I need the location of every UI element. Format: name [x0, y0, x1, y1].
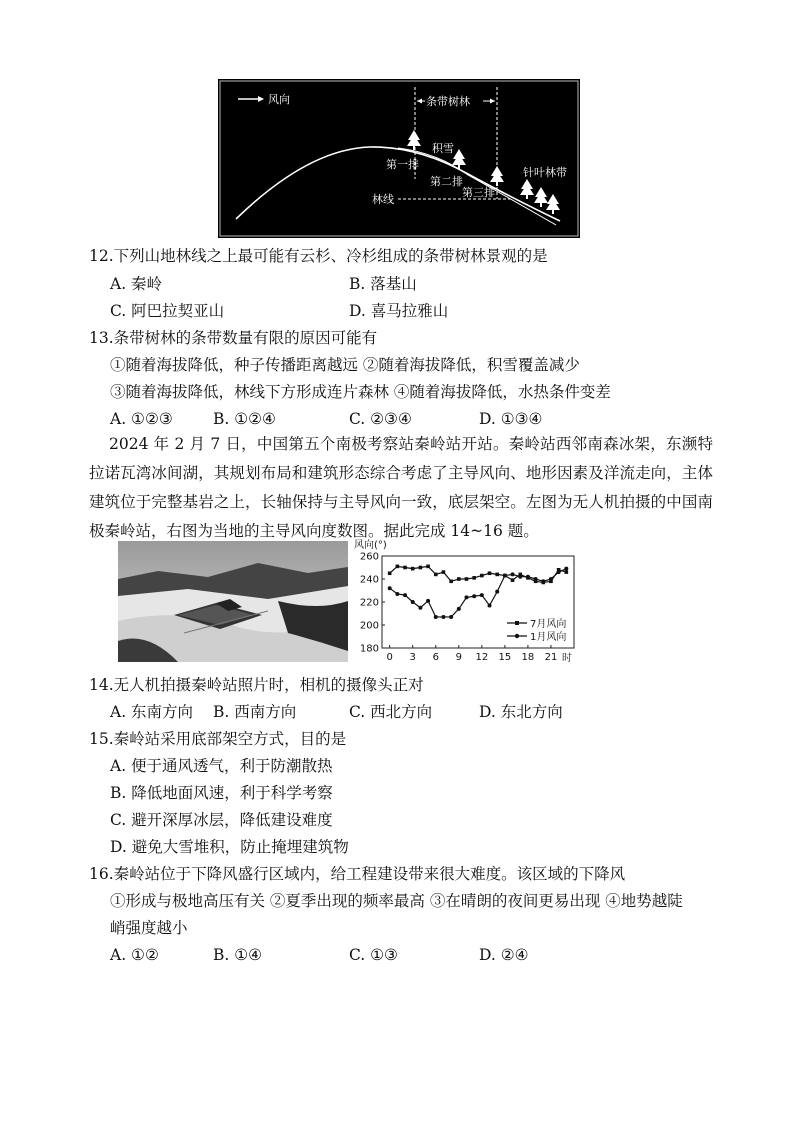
data-point-january: [518, 575, 522, 579]
x-tick-label: 21: [544, 652, 558, 663]
q16-stem: 16.秦岭站位于下降风盛行区域内，给工程建设带来很大难度。该区域的下降风: [89, 865, 626, 883]
data-point-january: [457, 607, 461, 611]
q13-statement-2: ③随着海拔降低，林线下方形成连片森林 ④随着海拔降低，水热条件变差: [110, 383, 611, 401]
q13-option-b: B. ①②④: [213, 410, 276, 428]
conifer-belt-label: 针叶林带: [523, 166, 567, 179]
data-point-january: [534, 577, 538, 581]
x-tick-label: 6: [432, 652, 439, 663]
data-point-january: [488, 603, 492, 607]
data-point-july: [449, 580, 453, 584]
data-point-july: [511, 578, 515, 582]
q15-stem: 15.秦岭站采用底部架空方式，目的是: [89, 730, 347, 748]
belt-forest-diagram: [218, 79, 580, 238]
q13-option-d: D. ①③④: [479, 410, 543, 428]
snow-label: 积雪: [432, 142, 454, 155]
row2-label: 第二排: [430, 175, 463, 188]
q12-option-a: A. 秦岭: [110, 275, 163, 293]
legend-marker: [515, 621, 519, 625]
wind-label: 风向: [268, 93, 290, 106]
data-point-july: [472, 576, 476, 580]
data-point-july: [403, 566, 407, 570]
data-point-july: [419, 566, 423, 570]
q16-statement-1: ①形成与极地高压有关 ②夏季出现的频率最高 ③在晴朗的夜间更易出现 ④地势越陡: [110, 892, 683, 910]
data-point-january: [403, 593, 407, 597]
data-point-july: [488, 571, 492, 575]
data-point-july: [565, 570, 569, 574]
data-point-july: [480, 574, 484, 578]
data-point-july: [396, 565, 400, 569]
q13-stem: 13.条带树林的条带数量有限的原因可能有: [89, 329, 378, 347]
x-tick-label: 18: [521, 652, 535, 663]
data-point-july: [495, 573, 499, 577]
q16-option-a: A. ①②: [110, 946, 159, 964]
data-point-january: [418, 606, 422, 610]
q13-option-c: C. ②③④: [349, 410, 412, 428]
data-point-january: [564, 567, 568, 571]
chart-ylabel: 风向(°): [354, 540, 387, 551]
data-point-january: [503, 574, 507, 578]
q12-stem: 12.下列山地林线之上最可能有云杉、冷杉组成的条带树林景观的是: [89, 247, 548, 265]
data-point-january: [526, 575, 530, 579]
q14-option-c: C. 西北方向: [349, 703, 433, 721]
reading-passage: 2024 年 2 月 7 日，中国第五个南极考察站秦岭站开站。秦岭站西邻南森冰架，东濒特拉诺瓦湾冰间湖，其规划布局和建筑形态综合考虑了主导风向、地形因素及洋流走向，主体建筑位于完整基岩之上，长轴保持与主导风向一致，底层架空。左图为无人机拍摄的中国南极秦岭站，右图为当地的主导风向度数图。据此完成 14~16 题。: [89, 435, 713, 540]
data-point-july: [426, 565, 430, 569]
chart-xlabel: 时: [562, 653, 572, 664]
y-tick-label: 200: [359, 620, 379, 632]
data-point-july: [457, 577, 461, 581]
q14-option-d: D. 东北方向: [479, 703, 563, 721]
legend-marker: [515, 634, 519, 638]
y-tick-label: 220: [359, 597, 379, 609]
wind-direction-chart: [352, 539, 584, 665]
y-tick-label: 260: [359, 551, 379, 563]
q16-option-c: C. ①③: [349, 946, 398, 964]
row3-label: 第三排: [462, 186, 495, 199]
data-point-july: [434, 573, 438, 577]
q15-option-a: A. 便于通风透气，利于防潮散热: [110, 757, 333, 775]
qinling-station-photo: [118, 541, 348, 662]
q16-statement-2: 峭强度越小: [110, 919, 188, 937]
q15-option-b: B. 降低地面风速，利于科学考察: [110, 784, 333, 802]
treeline-label: 林线: [372, 193, 394, 206]
x-tick-label: 3: [409, 652, 416, 663]
legend-label: 7月风向: [530, 619, 567, 630]
q12-option-b: B. 落基山: [349, 275, 417, 293]
data-point-january: [480, 593, 484, 597]
q14-option-b: B. 西南方向: [213, 703, 297, 721]
data-point-january: [472, 594, 476, 598]
row1-label: 第一排: [386, 158, 419, 171]
data-point-january: [426, 599, 430, 603]
x-tick-label: 0: [386, 652, 393, 663]
data-point-january: [464, 595, 468, 599]
data-point-january: [411, 600, 415, 604]
q14-stem: 14.无人机拍摄秦岭站照片时，相机的摄像头正对: [89, 676, 424, 694]
q15-option-c: C. 避开深厚冰层，降低建设难度: [110, 811, 333, 829]
data-point-july: [465, 577, 469, 581]
q15-option-d: D. 避免大雪堆积，防止掩埋建筑物: [110, 838, 349, 856]
q12-option-d: D. 喜马拉雅山: [349, 302, 449, 320]
q16-option-d: D. ②④: [479, 946, 529, 964]
x-tick-label: 9: [455, 652, 462, 663]
y-tick-label: 180: [359, 643, 379, 655]
data-point-january: [541, 579, 545, 583]
data-point-january: [388, 586, 392, 590]
q13-statement-1: ①随着海拔降低，种子传播距离越远 ②随着海拔降低，积雪覆盖减少: [110, 356, 580, 374]
data-point-january: [449, 615, 453, 619]
x-tick-label: 12: [475, 652, 489, 663]
data-point-january: [441, 615, 445, 619]
y-tick-label: 240: [359, 574, 379, 586]
data-point-july: [388, 571, 392, 575]
q13-option-a: A. ①②③: [110, 410, 173, 428]
data-point-january: [434, 615, 438, 619]
x-tick-label: 15: [498, 652, 512, 663]
data-point-january: [549, 577, 553, 581]
belt-forest-label: 条带树林: [426, 95, 470, 108]
data-point-january: [395, 592, 399, 596]
data-point-july: [442, 570, 446, 574]
data-point-january: [495, 590, 499, 594]
q14-option-a: A. 东南方向: [110, 703, 194, 721]
data-point-january: [557, 570, 561, 574]
legend-label: 1月风向: [530, 632, 567, 643]
data-point-july: [411, 567, 415, 571]
q16-option-b: B. ①④: [213, 946, 263, 964]
q12-option-c: C. 阿巴拉契亚山: [110, 302, 225, 320]
data-point-january: [511, 572, 515, 576]
